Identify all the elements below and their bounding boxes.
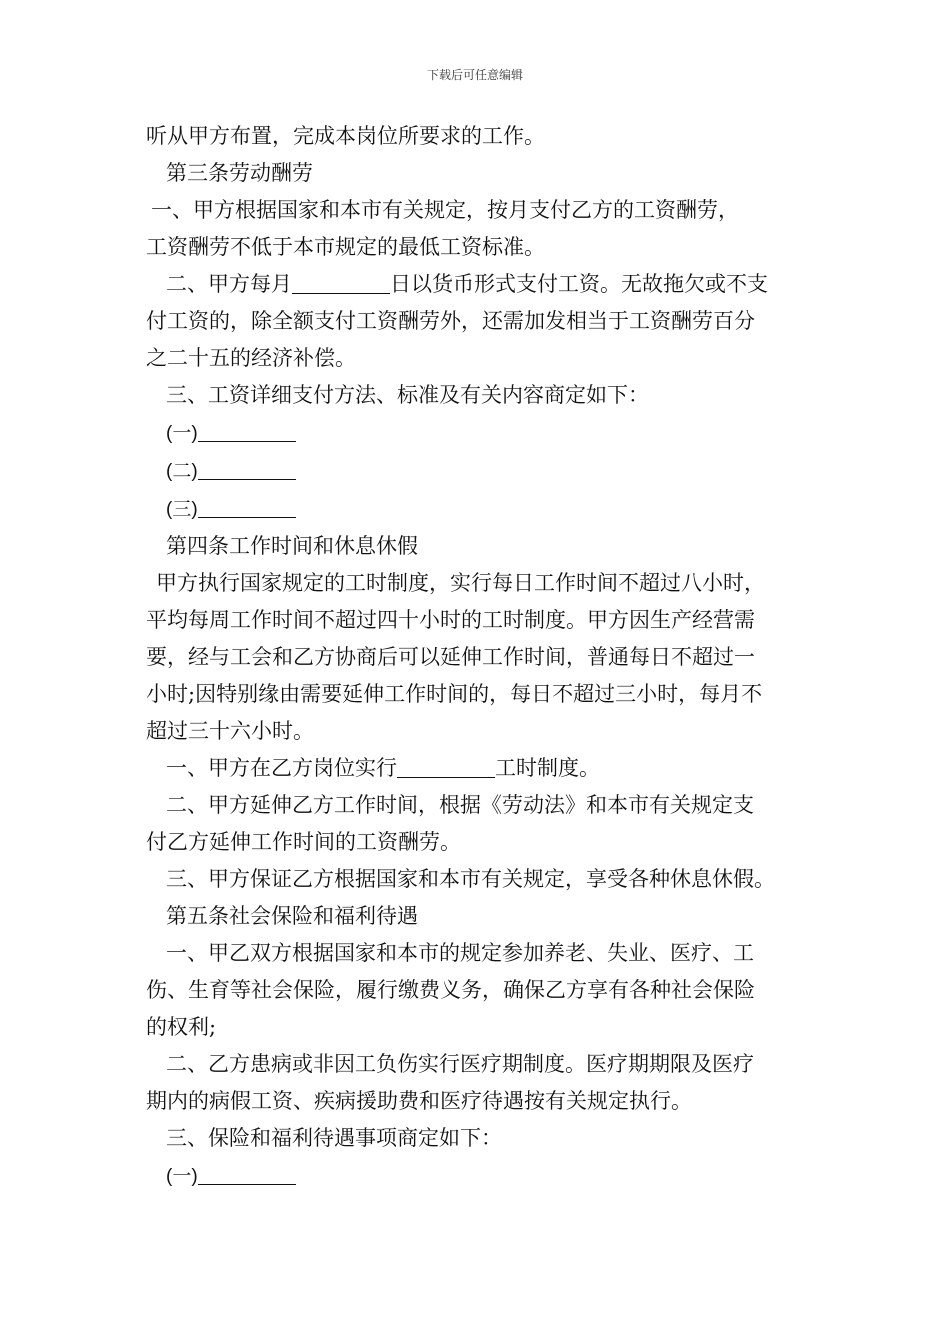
paragraph-line	[146, 266, 811, 303]
paragraph-line: 之二十五的经济补偿。	[146, 346, 356, 370]
paragraph-line: 三、保险和福利待遇事项商定如下：	[166, 1126, 502, 1150]
paragraph-line: 一、甲方根据国家和本市有关规定，按月支付乙方的工资酬劳，	[151, 198, 739, 222]
paragraph-line: 要，经与工会和乙方协商后可以延伸工作时间，普通每日不超过一	[146, 645, 755, 669]
item-label: (二)	[166, 461, 198, 482]
document-body	[146, 118, 811, 1195]
paragraph-line	[146, 750, 811, 787]
item-label: (一)	[166, 423, 198, 444]
fill-in-blank[interactable]	[198, 457, 296, 480]
list-item	[146, 414, 811, 452]
paragraph-line: 二、乙方患病或非因工负伤实行医疗期制度。医疗期期限及医疗	[166, 1052, 754, 1076]
paragraph-line: 三、甲方保证乙方根据国家和本市有关规定，享受各种休息休假。	[166, 867, 775, 891]
item-label: (三)	[166, 499, 198, 520]
fill-in-blank[interactable]	[198, 495, 296, 518]
paragraph-line: 三、工资详细支付方法、标准及有关内容商定如下：	[166, 383, 649, 407]
paragraph-line: 甲方执行国家规定的工时制度，实行每日工作时间不超过八小时，	[156, 571, 765, 595]
text-segment: 一、甲方在乙方岗位实行	[166, 756, 397, 780]
text-segment: 日以货币形式支付工资。无故拖欠或不支	[390, 272, 768, 296]
paragraph-line: 伤、生育等社会保险，履行缴费义务，确保乙方享有各种社会保险	[146, 978, 755, 1002]
fill-in-blank[interactable]	[198, 419, 296, 442]
paragraph-line: 付工资的，除全额支付工资酬劳外，还需加发相当于工资酬劳百分	[146, 309, 755, 333]
section-heading-3: 第三条劳动酬劳	[166, 161, 313, 185]
paragraph-line: 工资酬劳不低于本市规定的最低工资标准。	[146, 235, 545, 259]
fill-in-blank[interactable]	[292, 271, 390, 294]
page-header: 下载后可任意编辑	[426, 68, 523, 82]
fill-in-blank[interactable]	[397, 755, 495, 778]
item-label: (一)	[166, 1166, 198, 1187]
paragraph-line: 的权利;	[146, 1015, 217, 1039]
paragraph-line: 平均每周工作时间不超过四十小时的工时制度。甲方因生产经营需	[146, 608, 755, 632]
paragraph-line: 小时;因特别缘由需要延伸工作时间的，每日不超过三小时，每月不	[146, 682, 763, 706]
section-heading-4: 第四条工作时间和休息休假	[166, 534, 418, 558]
fill-in-blank[interactable]	[198, 1162, 296, 1185]
paragraph-line: 期内的病假工资、疾病援助费和医疗待遇按有关规定执行。	[146, 1089, 692, 1113]
paragraph-line: 付乙方延伸工作时间的工资酬劳。	[146, 830, 461, 854]
text-segment: 工时制度。	[495, 756, 600, 780]
list-item	[146, 452, 811, 490]
text-segment: 二、甲方每月	[166, 272, 292, 296]
paragraph-line: 二、甲方延伸乙方工作时间，根据《劳动法》和本市有关规定支	[166, 793, 754, 817]
section-heading-5: 第五条社会保险和福利待遇	[166, 904, 418, 928]
paragraph-line: 超过三十六小时。	[146, 719, 314, 743]
paragraph-line: 一、甲乙双方根据国家和本市的规定参加养老、失业、医疗、工	[166, 941, 754, 965]
paragraph-line: 听从甲方布置，完成本岗位所要求的工作。	[146, 124, 545, 148]
list-item	[146, 490, 811, 528]
list-item	[146, 1157, 811, 1195]
